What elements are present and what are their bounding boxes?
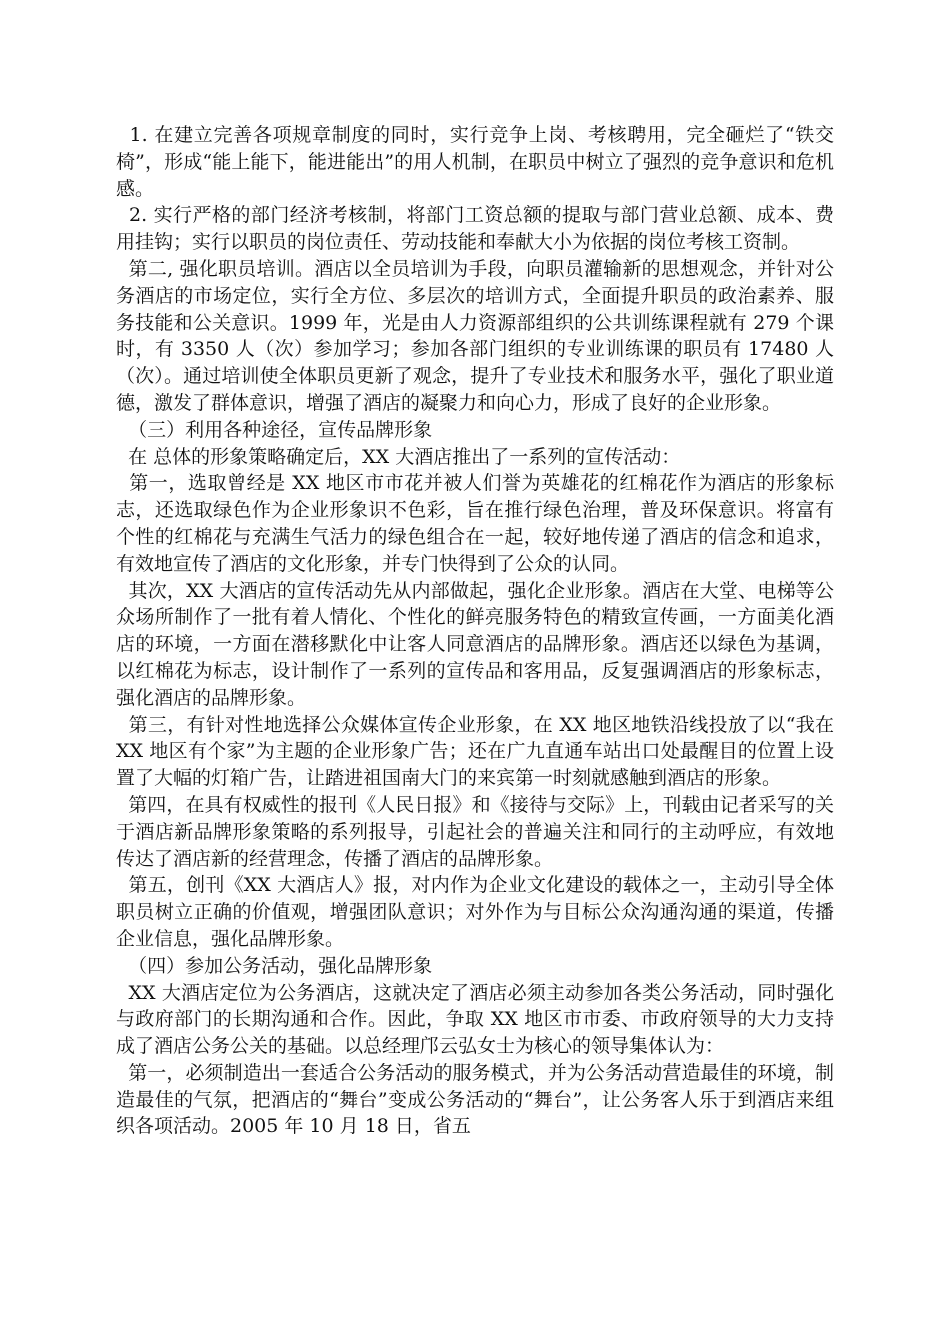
document-page [116, 122, 841, 1140]
paragraph-rule-competition: 1. 在建立完善各项规章制度的同时，实行竞争上岗、考核聘用，完全砸烂了“铁交椅”，形成“能上能下，能进能出”的用人机制，在职员中树立了强烈的竞争意识和危机感。 [116, 124, 834, 200]
paragraph-rule-assessment: 2. 实行严格的部门经济考核制，将部门工资总额的提取与部门营业总额、成本、费用挂钩；实行以职员的岗位责任、劳动技能和奉献大小为依据的岗位考核工资制。 [116, 204, 834, 254]
paragraph-publicity-fourth: 第四，在具有权威性的报刊《人民日报》和《接待与交际》上，刊载由记者采写的关于酒店新品牌形象策略的系列报导，引起社会的普遍关注和同行的主动呼应，有效地传达了酒店新的经营理念，传播了酒店的品牌形象。 [116, 793, 834, 870]
paragraph-public-affairs-first: 第一，必须制造出一套适合公务活动的服务模式，并为公务活动营造最佳的环境，制造最佳的气氛，把酒店的“舞台”变成公务活动的“舞台”，让公务客人乐于到酒店来组织各项活动。2005 年 10 月 18 日，省五 [116, 1061, 834, 1138]
paragraph-publicity-second: 其次，XX 大酒店的宣传活动先从内部做起，强化企业形象。酒店在大堂、电梯等公众场所制作了一批有着人情化、个性化的鲜亮服务特色的精致宣传画，一方面美化酒店的环境，一方面在潜移默化中让客人同意酒店的品牌形象。酒店还以绿色为基调，以红棉花为标志，设计制作了一系列的宣传品和客用品，反复强调酒店的形象标志，强化酒店的品牌形象。 [116, 579, 834, 709]
section-heading-public-affairs: （四）参加公务活动，强化品牌形象 [116, 954, 433, 977]
paragraph-publicity-fifth: 第五，创刊《XX 大酒店人》报，对内作为企业文化建设的载体之一，主动引导全体职员树立正确的价值观，增强团队意识；对外作为与目标公众沟通沟通的渠道，传播企业信息，强化品牌形象。 [116, 874, 834, 950]
paragraph-publicity-first: 第一，选取曾经是 XX 地区市市花并被人们誉为英雄花的红棉花作为酒店的形象标志，还选取绿色作为企业形象识不色彩，旨在推行绿色治理，普及环保意识。将富有个性的红棉花与充满生气活力的绿色组合在一起，较好地传递了酒店的信念和追求，有效地宣传了酒店的文化形象，并专门快得到了公众的认同。 [116, 472, 834, 575]
paragraph-publicity-third: 第三，有针对性地选择公众媒体宣传企业形象，在 XX 地区地铁沿线投放了以“我在 XX 地区有个家”为主题的企业形象广告；还在广九直通车站出口处最醒目的位置上设置了大幅的灯箱广告，让踏进祖国南大门的来宾第一时刻就感触到酒店的形象。 [116, 713, 841, 790]
paragraph-public-affairs-intro: XX 大酒店定位为公务酒店，这就决定了酒店必须主动参加各类公务活动，同时强化与政府部门的长期沟通和合作。因此，争取 XX 地区市市委、市政府领导的大力支持成了酒店公务公关的基础。以总经理邝云弘女士为核心的领导集体认为： [116, 981, 834, 1058]
paragraph-publicity-intro: 在 总体的形象策略确定后，XX 大酒店推出了一系列的宣传活动： [116, 445, 681, 468]
paragraph-staff-training: 第二, 强化职员培训。酒店以全员培训为手段，向职员灌输新的思想观念，并针对公务酒店的市场定位，实行全方位、多层次的培训方式，全面提升职员的政治素养、服务技能和公关意识。1999 年，光是由人力资源部组织的公共训练课程就有 279 个课时，有 3350 人（次）参加学习；参加各部门组织的专业训练课的职员有 17480 人（次）。通过培训使全体职员更新了观念，提升了专业技术和服务水平，强化了职业道德，激发了群体意识，增强了酒店的凝聚力和向心力，形成了良好的企业形象。 [116, 257, 834, 414]
section-heading-brand-publicity: （三）利用各种途径，宣传品牌形象 [116, 418, 433, 441]
